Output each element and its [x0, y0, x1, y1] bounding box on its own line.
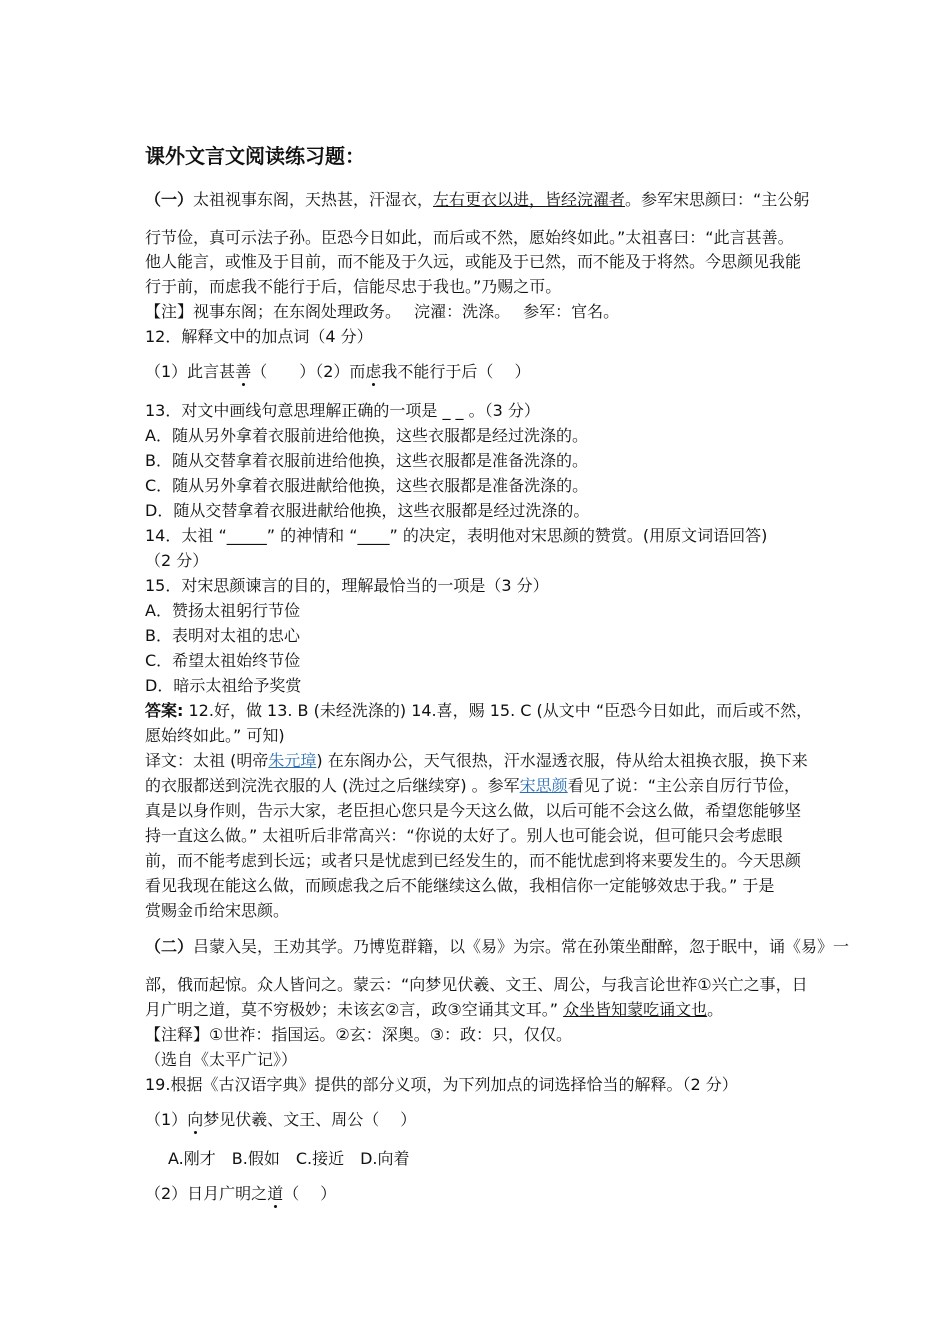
- passage1-line1: （一）太祖视事东阁，天热甚，汗湿衣，左右更衣以进，皆经浣濯者。参军宋思颜曰：“主公躬: [145, 190, 810, 209]
- q15-option-d: D．暗示太祖给予奖赏: [145, 676, 302, 695]
- answer-line2: 愿始终如此。” 可知): [145, 726, 285, 745]
- q12-stem: 12．解释文中的加点词（4 分）: [145, 327, 373, 346]
- translation-line4: 持一直这么做。” 太祖听后非常高兴：“你说的太好了。别人也可能会说，但可能只会考虑眼: [145, 826, 783, 845]
- underlined-sentence: 众坐皆知蒙吃诵文也: [563, 1000, 708, 1019]
- link-zhu-yuanzhang[interactable]: 朱元璋: [268, 751, 317, 770]
- q19-sub2: （2）日月广明之道（ ）: [145, 1184, 337, 1203]
- link-song-siyan[interactable]: 宋思颜: [519, 776, 568, 795]
- passage1-line3: 他人能言，或惟及于目前，而不能及于久远，或能及于已然，而不能及于将然。今思颜见我能: [145, 252, 802, 271]
- translation-line5: 前，而不能考虑到长远；或者只是忧虑到已经发生的，而不能忧虑到将来要发生的。今天思颜: [145, 851, 802, 870]
- dotted-char: 虑: [365, 362, 382, 381]
- passage2-source: （选自《太平广记》）: [145, 1050, 298, 1069]
- translation-line2: 的衣服都送到浣洗衣服的人 (洗过之后继续穿) 。参军宋思颜看见了说：“主公亲自厉行节俭，: [145, 776, 800, 795]
- answer-label: 答案:: [145, 701, 184, 720]
- q12-items: （1）此言甚善（ ）（2）而虑我不能行于后（ ）: [145, 362, 531, 381]
- passage1-line2: 行节俭，真可示法子孙。臣恐今日如此，而后或不然，愿始终如此。”太祖喜曰：“此言甚善。: [145, 228, 794, 247]
- q13-stem: 13．对文中画线句意思理解正确的一项是 _ _ 。（3 分）: [145, 401, 540, 420]
- q14-score: （2 分）: [145, 551, 209, 570]
- dotted-char: 向: [187, 1110, 204, 1129]
- q19-stem: 19.根据《古汉语字典》提供的部分义项，为下列加点的词选择恰当的解释。（2 分）: [145, 1075, 738, 1094]
- q19-sub1: （1）向梦见伏羲、文王、周公（ ）: [145, 1110, 417, 1129]
- translation-line1: 译文：太祖 (明帝朱元璋) 在东阁办公，天气很热，汗水湿透衣服，侍从给太祖换衣服，换下来: [145, 751, 808, 770]
- q15-stem: 15．对宋思颜谏言的目的，理解最恰当的一项是（3 分）: [145, 576, 549, 595]
- passage2-line3: 月广明之道，莫不穷极妙；未该玄②言，政③空诵其文耳。” 众坐皆知蒙吃诵文也。: [145, 1000, 724, 1019]
- answer-line1: 答案: 12.好，做 13. B (未经洗涤的) 14.喜，赐 15. C (从文中 “臣恐今日如此，而后或不然，: [145, 701, 813, 720]
- dotted-char: 道: [267, 1184, 284, 1203]
- dotted-char: 善: [235, 362, 252, 381]
- q15-option-b: B．表明对太祖的忠心: [145, 626, 300, 645]
- passage1-label: （一）: [145, 190, 194, 209]
- passage2-label: （二）: [145, 937, 194, 956]
- q13-option-c: C．随从另外拿着衣服进献给他换，这些衣服都是准备洗涤的。: [145, 476, 589, 495]
- q13-option-b: B．随从交替拿着衣服前进给他换，这些衣服都是准备洗涤的。: [145, 451, 588, 470]
- passage2-line2: 部，俄而起惊。众人皆问之。蒙云：“向梦见伏羲、文王、周公，与我言论世祚①兴亡之事，日: [145, 975, 808, 994]
- passage1-note: 【注】视事东阁；在东阁处理政务。 浣濯：洗涤。 参军：官名。: [145, 302, 620, 321]
- q13-option-a: A．随从另外拿着衣服前进给他换，这些衣服都是经过洗涤的。: [145, 426, 588, 445]
- translation-line7: 赏赐金币给宋思颜。: [145, 901, 290, 920]
- passage2-line1: （二）吕蒙入吴，王劝其学。乃博览群籍，以《易》为宗。常在孙策坐酣醉，忽于眠中，诵《易》一: [145, 937, 850, 956]
- translation-line6: 看见我现在能这么做，而顾虑我之后不能继续这么做，我相信你一定能够效忠于我。” 于是: [145, 876, 775, 895]
- q14-stem: 14．太祖 “_____” 的神情和 “____” 的决定，表明他对宋思颜的赞赏。(用原文词语回答): [145, 526, 768, 545]
- passage2-note: 【注释】①世祚：指国运。②玄：深奥。③：政：只，仅仅。: [145, 1025, 573, 1044]
- underlined-sentence: 左右更衣以进，皆经浣濯者: [433, 190, 626, 209]
- q19-options: A.刚才 B.假如 C.接近 D.向着: [168, 1149, 410, 1168]
- passage1-line4: 行于前，而虑我不能行于后，信能尽忠于我也。”乃赐之帀。: [145, 277, 562, 296]
- q13-option-d: D．随从交替拿着衣服进献给他换，这些衣服都是经过洗涤的。: [145, 501, 590, 520]
- q15-option-a: A．赞扬太祖躬行节俭: [145, 601, 300, 620]
- q15-option-c: C．希望太祖始终节俭: [145, 651, 301, 670]
- translation-line3: 真是以身作则，告示大家，老臣担心您只是今天这么做，以后可能不会这么做，希望您能够坚: [145, 801, 802, 820]
- page-title: 课外文言文阅读练习题：: [145, 144, 365, 168]
